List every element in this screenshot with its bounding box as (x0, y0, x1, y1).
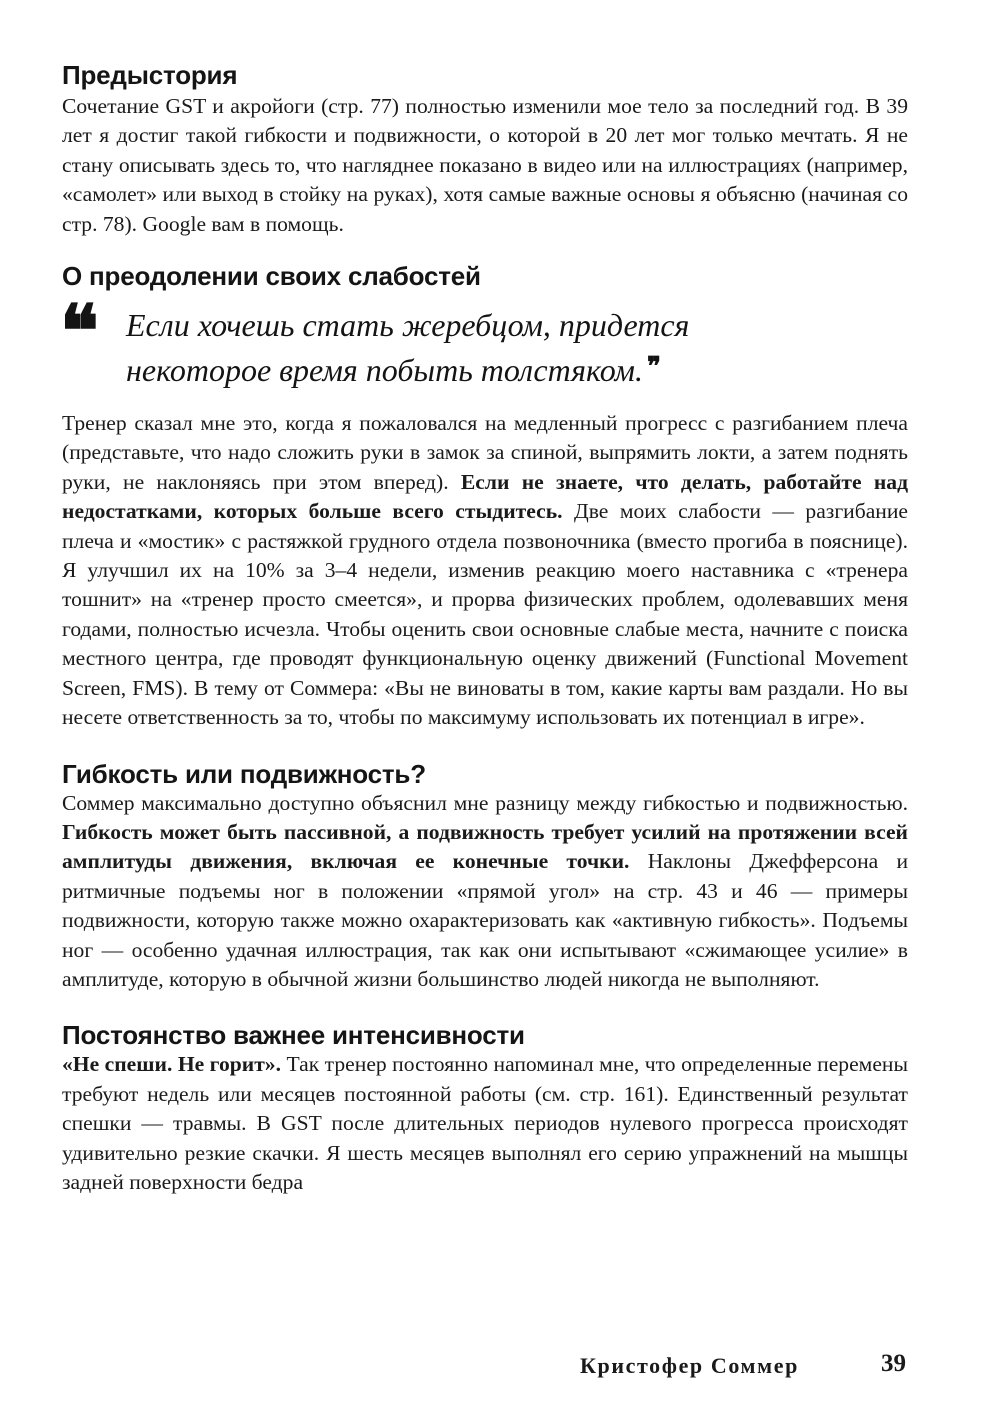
section-heading-weaknesses: О преодолении своих слабостей (62, 261, 481, 292)
paragraph-flexibility (62, 789, 908, 995)
paragraph-consistency (62, 1050, 908, 1197)
section-heading-consistency: Постоянство важнее интенсивности (62, 1020, 525, 1051)
paragraph-flexibility-text-a: Соммер максимально доступно объяснил мне разницу между гибкостью и подвижностью. (62, 790, 908, 815)
paragraph-weaknesses-emphasis: Если не знаете, что делать, работайте над недостатками, которых больше всего стыдитесь. (62, 469, 908, 524)
paragraph-flexibility-emphasis: Гибкость может быть пассивной, а подвижность требует усилий на протяжении всей амплитуды движения, включая ее конечные точки. (62, 819, 908, 874)
paragraph-weaknesses-text-a: Тренер сказал мне это, когда я пожаловался на медленный прогресс с разгибанием плеча (представьте, что надо сложить руки в замок за спиной, выпрямить локти, а затем поднять руки, не наклоняясь при этом вперед). (62, 411, 908, 494)
section-heading-flexibility: Гибкость или подвижность? (62, 758, 426, 789)
pull-quote-line-2 (126, 347, 661, 390)
paragraph-consistency-text: Так тренер постоянно напоминал мне, что определенные перемены требуют недель или месяцев постоянной работы (см. стр. 161). Единственный результат спешки — травмы. В GST после длительных периодов нулевого прогресса происходят удивительно резкие скачки. Я шесть месяцев выполнял его серию упражнений на мышцы задней поверхности бедра (62, 1052, 908, 1194)
section-background (62, 60, 908, 239)
page-content (62, 60, 908, 1197)
open-quote-icon: ❝ (60, 288, 99, 374)
close-quote-icon: ❞ (646, 352, 661, 383)
footer-author: Кристофер Соммер (580, 1353, 799, 1378)
paragraph-weaknesses-text-b: Две моих слабости — разгибание плеча и «мостик» с растяжкой грудного отдела позвоночника (вместо прогиба в пояснице). Я улучшил их на 10% за 3–4 недели, изменив реакцию моего наставника с «тренера тошнит» на «тренер просто смеется», и прорва физических проблем, одолевавших меня годами, полностью исчезла. Чтобы оценить свои основные слабые места, начните с поиска местного центра, где проводят функциональную оценку движений (Functional Movement Screen, FMS). В тему от Соммера: «Вы не виноваты в том, какие карты вам раздали. Но вы несете ответственность за то, чтобы по максимуму использовать их потенциал в игре». (62, 499, 909, 730)
paragraph-flexibility-text-b: Наклоны Джефферсона и ритмичные подъемы ног в положении «прямой угол» на стр. 43 и 46 — примеры подвижности, которую также можно охарактеризовать как «активную гибкость». Подъемы ног — особенно удачная иллюстрация, так как они испытывают «сжимающее усилие» в амплитуде, которую в обычной жизни большинство людей никогда не выполняют. (62, 849, 909, 991)
pull-quote (60, 288, 908, 395)
section-consistency (62, 1020, 908, 1197)
section-flexibility (62, 759, 908, 995)
section-weaknesses (62, 261, 908, 732)
pull-quote-line-1: Если хочешь стать жеребцом, придется (126, 307, 690, 344)
paragraph-consistency-emphasis: «Не спеши. Не горит». (62, 1052, 281, 1077)
section-heading-background: Предыстория (62, 60, 238, 90)
paragraph-weaknesses (62, 409, 908, 732)
page-number: 39 (881, 1350, 906, 1377)
pull-quote-line-2-text: некоторое время побыть толстяком. (126, 352, 643, 389)
paragraph-background: Сочетание GST и акройоги (стр. 77) полностью изменили мое тело за последний год. В 39 лет я достиг такой гибкости и подвижности, о которой в 20 лет мог только мечтать. Я не стану описывать здесь то, что нагляднее показано в видео или на иллюстрациях (например, «самолет» или выход в стойку на руках), хотя самые важные основы я объясню (начиная со стр. 78). Google вам в помощь. (62, 94, 908, 236)
